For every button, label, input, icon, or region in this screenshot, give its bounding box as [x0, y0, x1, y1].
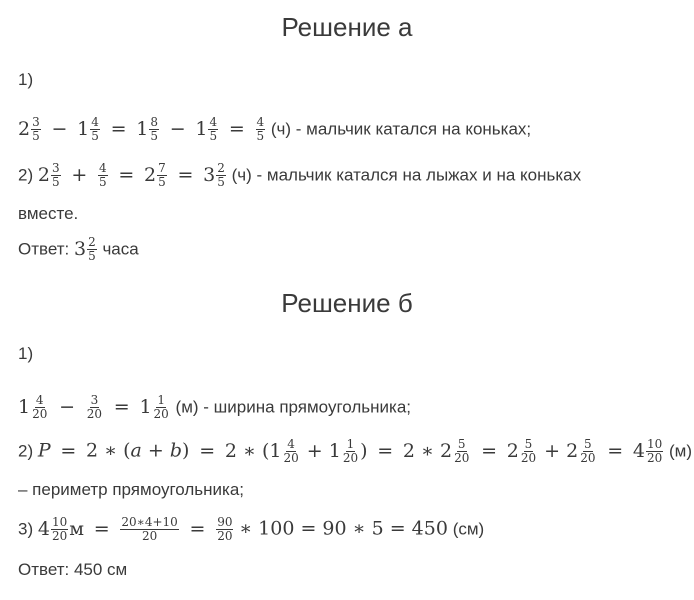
answer-a: Ответ: 3 $\frac{2}{5}$ часа: [18, 235, 139, 263]
equation-a-1: 2 $\frac{3}{5}$ − 1 $\frac{4}{5}$ = 1 $\frac{8}{5}$ − 1 $\frac{4}{5}$ = $\frac{4}{5}$ (ч) - мальчик катался на коньках;: [18, 115, 532, 143]
equation-a-1-text: (ч) - мальчик катался на коньках;: [270, 119, 532, 139]
equation-a-2: 2) 2 $\frac{3}{5}$ + $\frac{4}{5}$ = 2 $\frac{7}{5}$ = 3 $\frac{2}{5}$ (ч) - мальчик катался на лыжах и на коньках: [18, 161, 582, 189]
equation-b-2-text: (м): [669, 441, 693, 461]
line-b-perimeter: – периметр прямоугольника;: [18, 480, 245, 499]
step-a-1: 1): [18, 70, 34, 89]
equation-b-2: 2) P = 2 ∗ (a + b) = 2 ∗ (1 $\frac{4}{20}$ + 1 $\frac{1}{20}$ ) = 2 ∗ 2 $\frac{5}{20}$ = 2 $\frac{5}{20}$ + 2 $\frac{5}{20}$ = 4 $\frac{10}{20}$ (м): [18, 437, 693, 465]
line-a-together: вместе.: [18, 204, 79, 223]
equation-b-3-text: (см): [452, 519, 485, 539]
equation-b-3-label: 3): [18, 519, 34, 539]
equation-b-2-label: 2): [18, 441, 34, 461]
answer-a-label: Ответ:: [18, 239, 70, 259]
answer-a-unit: часа: [102, 239, 139, 259]
equation-a-2-text: (ч) - мальчик катался на лыжах и на коньках: [231, 165, 582, 185]
answer-b: Ответ: 450 см: [18, 560, 128, 579]
heading-b: Решение б: [281, 288, 413, 318]
heading-a: Решение а: [281, 12, 413, 42]
equation-b-1: 1 $\frac{4}{20}$ − $\frac{3}{20}$ = 1 $\frac{1}{20}$ (м) - ширина прямоугольника;: [18, 393, 411, 421]
equation-b-1-text: (м) - ширина прямоугольника;: [175, 397, 411, 417]
step-b-1: 1): [18, 344, 34, 363]
equation-b-3: 3) 4 $\frac{10}{20}$ м = $\frac{20∗4+10}{20}$ = $\frac{90}{20}$ ∗ 100 = 90 ∗ 5 = 450 (см): [18, 515, 485, 543]
equation-a-2-label: 2): [18, 165, 34, 185]
